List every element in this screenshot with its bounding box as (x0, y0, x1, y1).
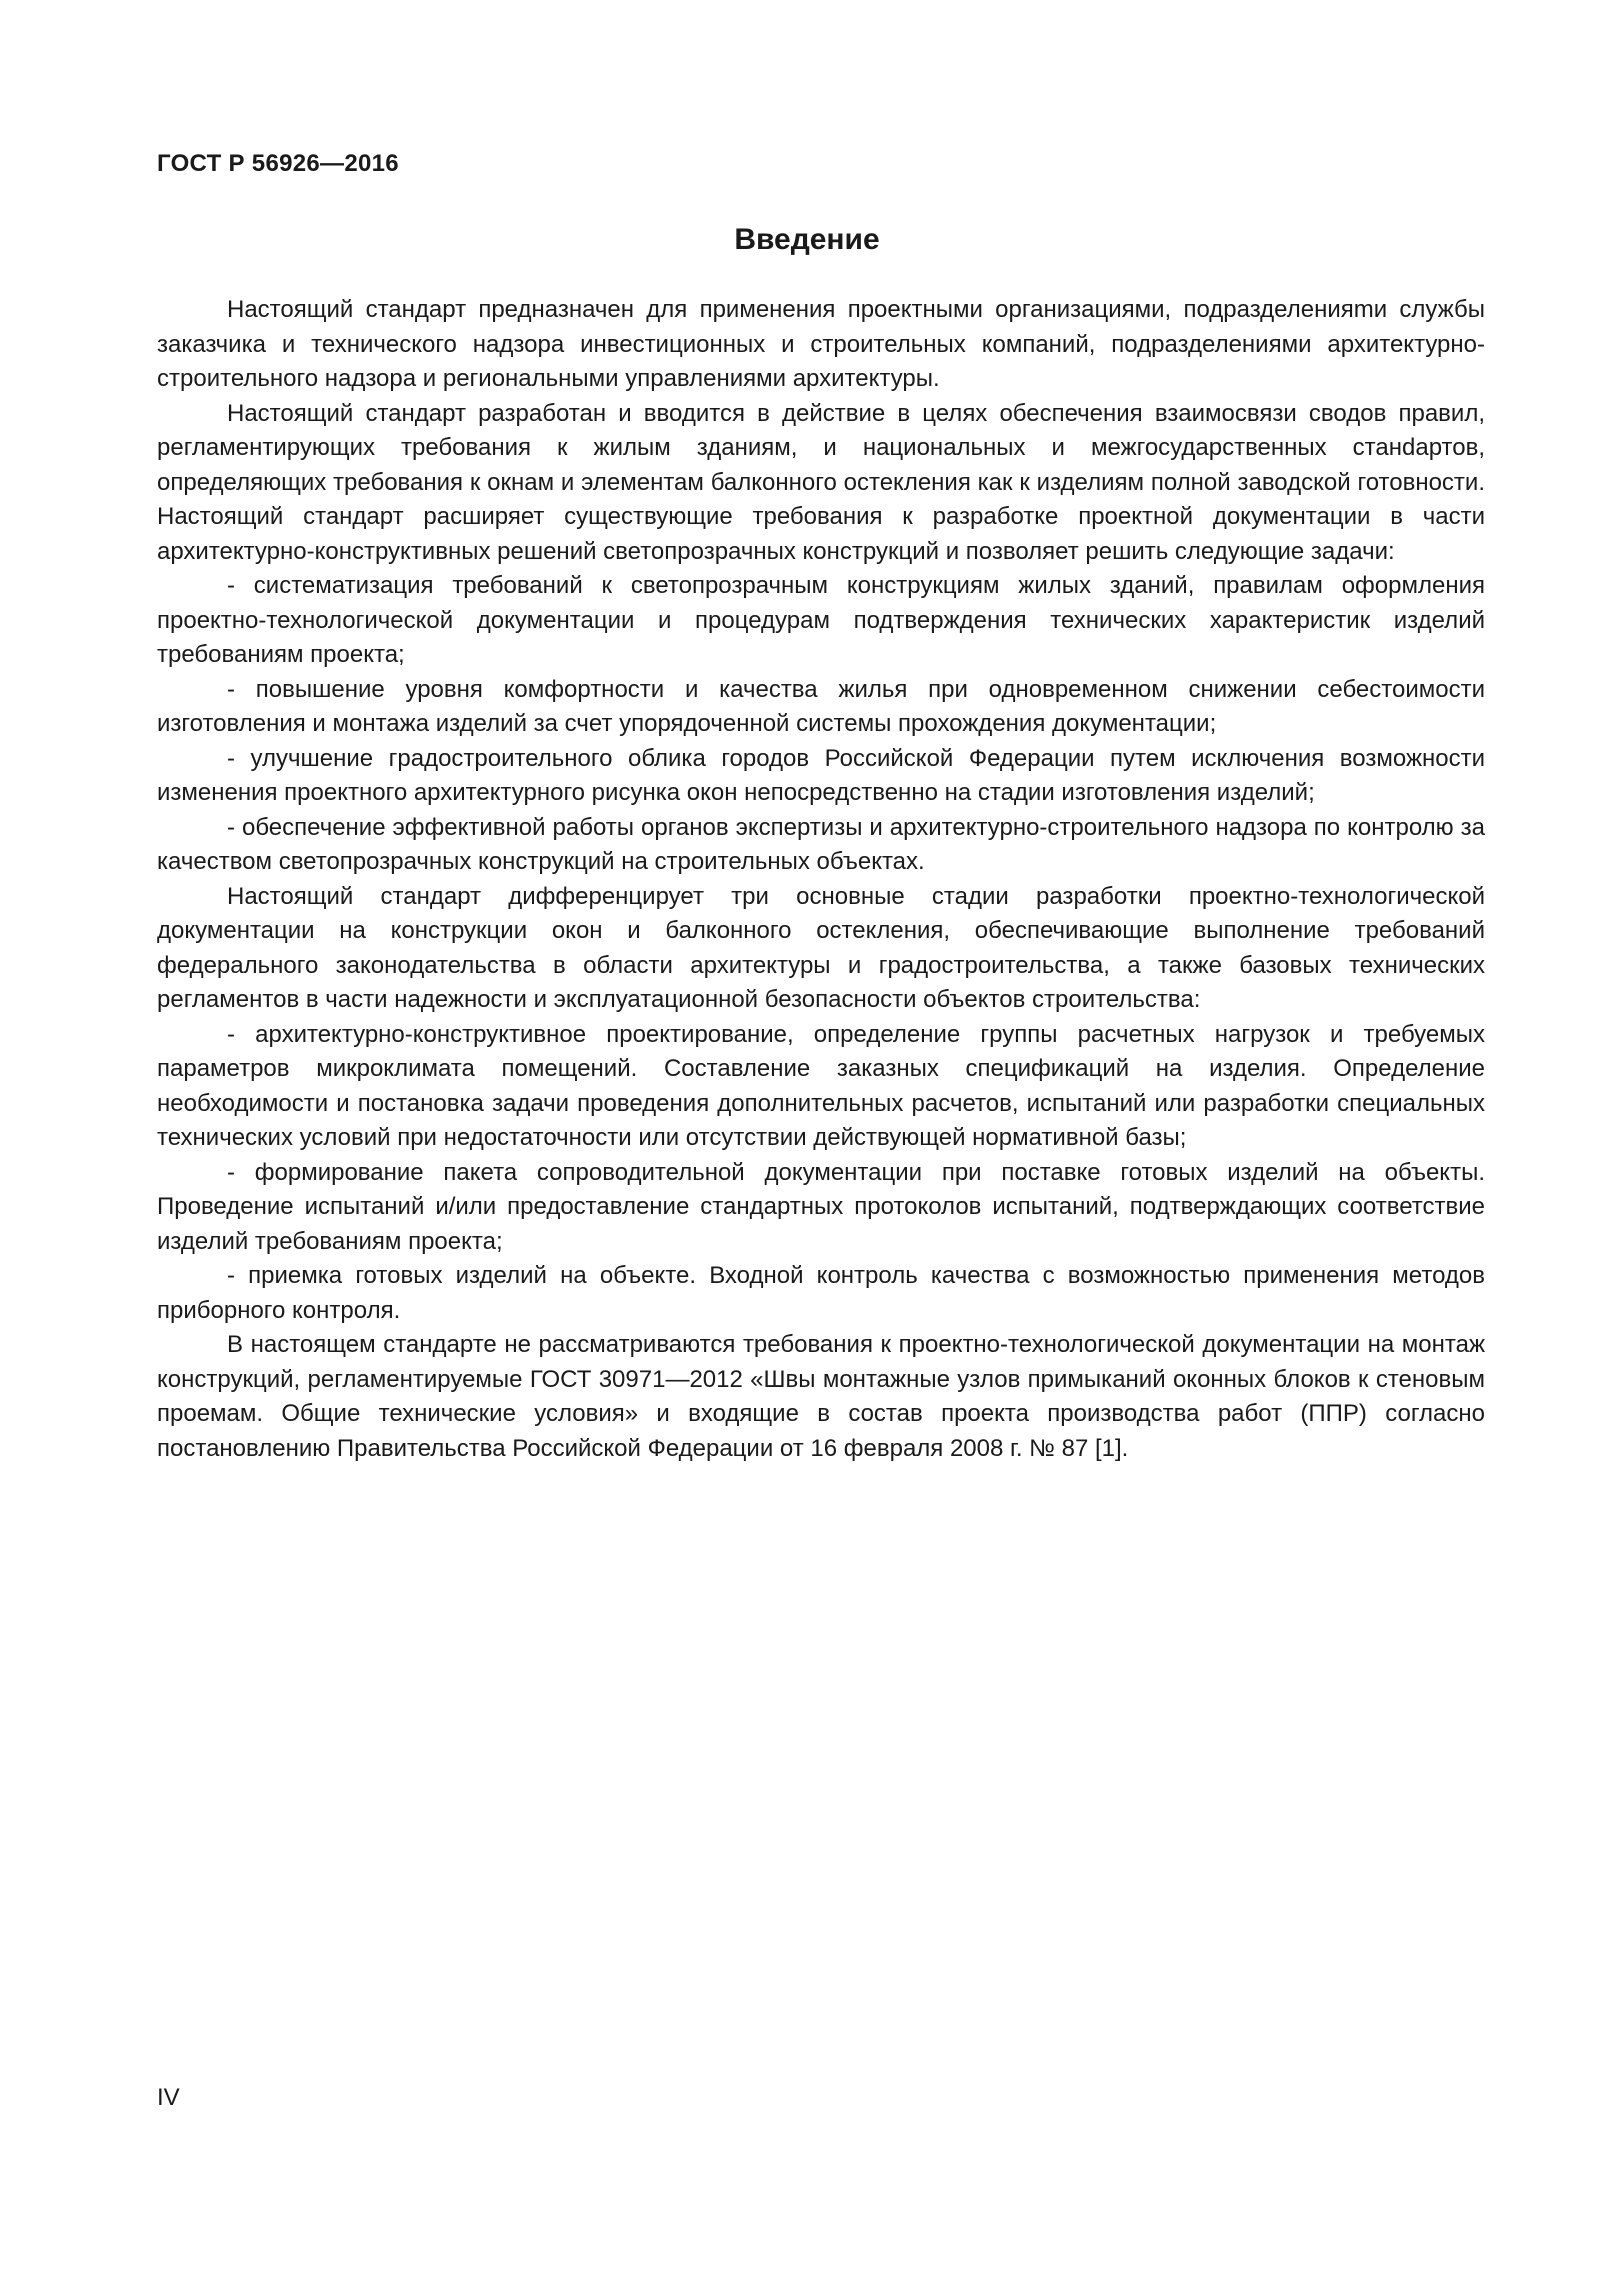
section-title: Введение (734, 223, 880, 256)
section-body (157, 293, 1485, 1466)
paragraph-purpose: Настоящий стандарт предназначен для применения проектными организациями, подразделенияmи службы заказчика и технического надзора инвестиционных и строительных компаний, подразделениями архитектурно-строительного надзора и региональными управлениями архитектуры. (157, 296, 1485, 392)
page-number: IV (157, 2084, 180, 2111)
list-item-expertise: - обеспечение эффективной работы органов экспертизы и архитектурно-строительного надзора по контролю за качеством светопрозрачных конструкций на строительных объектах. (157, 813, 1485, 875)
list-item-design: - архитектурно-конструктивное проектирование, определение группы расчетных нагрузок и требуемых параметров микроклимата помещений. Составление заказных спецификаций на изделия. Определение необходимости и постановка задачи проведения дополнительных расчетов, испытаний или разработки специальных технических условий при недостаточности или отсутствии действующей нормативной базы; (157, 1020, 1485, 1151)
paragraph-aims: Настоящий стандарт разработан и вводится в действие в целях обеспечения взаимосвязи сводов правил, регламентирующих требования к жилым зданиям, и национальных и межгосударственных станdартов, определяющих требования к окнам и элементам балконного остекления как к изделиям полной заводской готовности. Настоящий стандарт расширяет существующие требования к разработке проектной документации в части архитектурно-конструктивных решений светопрозрачных конструкций и позволяет решить следующие задачи: (157, 399, 1485, 565)
list-item-urban-appearance: - улучшение градостроительного облика городов Российской Федерации путем исключения возможности изменения проектного архитектурного рисунка окон непосредственно на стадии изготовления изделий; (157, 744, 1485, 806)
list-item-documentation-package: - формирование пакета сопроводительной документации при поставке готовых изделий на объекты. Проведение испытаний и/или предоставление стандартных протоколов испытаний, подтверждающих соответствие изделий требованиям проекта; (157, 1158, 1485, 1255)
list-item-acceptance: - приемка готовых изделий на объекте. Входной контроль качества с возможностью применения методов приборного контроля. (157, 1262, 1485, 1324)
document-code: ГОСТ Р 56926—2016 (157, 150, 399, 177)
paragraph-stages: Настоящий стандарт дифференцирует три основные стадии разработки проектно-технологической документации на конструкции окон и балконного остекления, обеспечивающие выполнение требований федерального законодательства в области архитектуры и градостроительства, а также базовых технических регламентов в части надежности и эксплуатационной безопасности объектов строительства: (157, 882, 1485, 1013)
list-item-systematization: - систематизация требований к светопрозрачным конструкциям жилых зданий, правилам оформления проектно-технологической документации и процедурам подтверждения технических характеристик изделий требованиям проекта; (157, 572, 1485, 668)
list-item-comfort: - повышение уровня комфортности и качества жилья при одновременном снижении себестоимости изготовления и монтажа изделий за счет упорядоченной системы прохождения документации; (157, 675, 1485, 737)
paragraph-scope-exclusions: В настоящем стандарте не рассматриваются требования к проектно-технологической документации на монтаж конструкций, регламентируемые ГОСТ 30971—2012 «Швы монтажные узлов примыканий оконных блоков к стеновым проемам. Общие технические условия» и входящие в состав проекта производства работ (ППР) согласно постановлению Правительства Российской Федерации от 16 февраля 2008 г. № 87 [1]. (157, 1331, 1485, 1462)
